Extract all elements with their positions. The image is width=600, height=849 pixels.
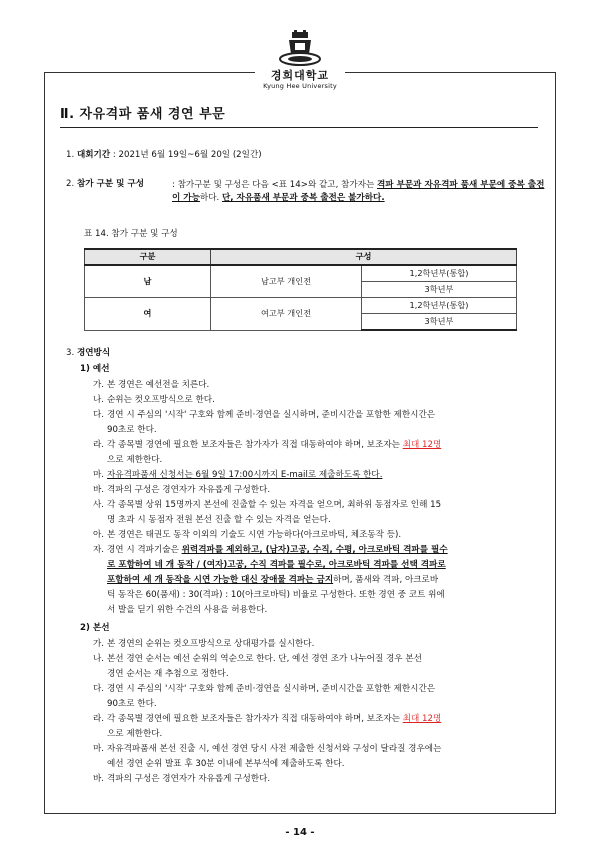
subsection-prelim-heading: 1) 예선 [80, 364, 110, 374]
list-item: 바. 격파의 구성은 경연자가 자유롭게 구성한다. [93, 774, 271, 784]
table-cell-event: 여고부 개인전 [211, 298, 362, 331]
list-item: 마. 자유격파품새 신청서는 6월 9일 17:00시까지 E-mail로 제출하도록 한다. [93, 470, 383, 480]
table-row [85, 298, 517, 314]
item-text-emphasis: 단, 자유품새 부문과 중복 출전은 불가하다. [221, 193, 385, 204]
table-caption: 표 14. 참가 구분 및 구성 [84, 229, 178, 239]
list-item-continuation: 경연 순서는 재 추첨으로 정한다. [107, 669, 229, 679]
item-label: 대회기간 [76, 150, 111, 160]
participation-table [84, 248, 517, 331]
list-item-continuation: 예선 경연 순위 발표 후 30분 이내에 본부석에 제출하도록 한다. [107, 759, 345, 769]
highlight-max-assistants: 최대 12명 [402, 714, 442, 724]
item-label: 경연방식 [76, 348, 111, 358]
list-item-continuation: 포함하여 세 개 동작을 시연 가능한 대신 장애물 격파는 금지하며, 품새와 격파, 아크로바 [107, 575, 439, 585]
list-item-continuation: 90초로 한다. [107, 699, 157, 709]
table-cell-subgroup: 3학년부 [362, 282, 517, 298]
table-cell-subgroup: 1,2학년부(통합) [362, 298, 517, 314]
list-item-continuation: 틱 동작은 60(품새) : 30(격파) : 10(아크로바틱) 비율로 구성한다. 또한 경연 중 코트 위에 [107, 590, 445, 600]
table-header-division: 구분 [85, 249, 211, 265]
list-item: 라. 각 종목별 경연에 필요한 보조자들은 참가자가 직접 대동하여야 하며, 보조자는 최대 12명 [93, 714, 442, 724]
list-item-continuation: 으로 제한한다. [107, 729, 163, 739]
item-number: 3. [66, 348, 75, 358]
table-row [85, 265, 517, 282]
list-item-continuation: 서 발을 딛기 위한 수건의 사용을 허용한다. [107, 605, 268, 615]
list-item: 가. 본 경연은 예선전을 치른다. [93, 380, 210, 390]
table-cell-subgroup: 3학년부 [362, 314, 517, 331]
item-text: 하다. [199, 193, 222, 204]
page-number: - 14 - [285, 827, 315, 838]
university-name-korean: 경희대학교 [270, 69, 330, 82]
table-cell-gender: 여 [85, 298, 211, 331]
table-cell-gender: 남 [85, 265, 211, 298]
list-item: 다. 경연 시 주심의 '시작' 구호와 함께 준비·경연을 실시하며, 준비시간을 포함한 제한시간은 [93, 684, 436, 694]
list-item: 아. 본 경연은 태권도 동작 이외의 기술도 시연 가능하다(아크로바틱, 체조동작 등). [93, 530, 402, 540]
list-item: 라. 각 종목별 경연에 필요한 보조자들은 참가자가 직접 대동하여야 하며, 보조자는 최대 12명 [93, 440, 442, 450]
list-item: 사. 각 종목별 상위 15명까지 본선에 진출할 수 있는 자격을 얻으며, 최하위 동점자로 인해 15 [93, 500, 442, 510]
item-competition-method [66, 348, 552, 360]
table-cell-event: 남고부 개인전 [211, 265, 362, 298]
item-label: 참가 구분 및 구성 [76, 179, 145, 189]
item-number: 2. [66, 179, 75, 189]
list-item: 나. 본선 경연 순서는 예선 순위의 역순으로 한다. 단, 예선 경연 조가 나누어질 경우 본선 [93, 654, 422, 664]
section-title-rule [60, 127, 538, 128]
list-item: 가. 본 경연의 순위는 컷오프방식으로 상대평가를 실시한다. [93, 639, 315, 649]
list-item-continuation: 90초로 한다. [107, 425, 157, 435]
item-participation-body [172, 179, 548, 206]
university-name-english: Kyung Hee University [263, 82, 337, 90]
subsection-final-heading: 2) 본선 [80, 623, 110, 633]
item-text: : 2021년 6월 19일~6월 20일 (2일간) [110, 150, 262, 160]
list-item: 마. 자유격파품새 본선 진출 시, 예선 경연 당시 사전 제출한 신청서와 구성이 달라질 경우에는 [93, 744, 442, 754]
item-text: : 참가구분 및 구성은 다음 <표 14>와 같고, 참가자는 [172, 180, 377, 190]
item-number: 1. [66, 150, 75, 160]
highlight-max-assistants: 최대 12명 [402, 440, 442, 450]
list-item: 바. 격파의 구성은 경연자가 자유롭게 구성한다. [93, 485, 271, 495]
page-header [0, 0, 600, 112]
list-item-continuation: 명 초과 시 동점자 전원 본선 진출 할 수 있는 자격을 얻는다. [107, 515, 331, 525]
list-item: 나. 순위는 컷오프방식으로 한다. [93, 395, 215, 405]
section-title: Ⅱ. 자유격파 품새 경연 부문 [60, 107, 226, 122]
table-cell-subgroup: 1,2학년부(통합) [362, 265, 517, 282]
list-item-continuation: 으로 제한한다. [107, 455, 163, 465]
list-item: 자. 경연 시 격파기술은 위력격파를 제외하고, (남자)고공, 수직, 수평, 아크로바틱 격파를 필수 [93, 545, 448, 555]
university-emblem-icon [275, 30, 325, 68]
table-header-composition: 구성 [211, 249, 517, 265]
item-competition-period [66, 150, 552, 162]
list-item: 다. 경연 시 주심의 '시작' 구호와 함께 준비·경연을 실시하며, 준비시간을 포함한 제한시간은 [93, 410, 436, 420]
item-text-emphasis: 격파 부문과 자유격파 품새 부문에 중복 출전이 가능 [172, 180, 545, 204]
list-item-continuation: 로 포함하여 네 개 동작 / (여자)고공, 수직 격파를 필수로, 아크로바틱 격파를 선택 격파로 [107, 560, 446, 570]
